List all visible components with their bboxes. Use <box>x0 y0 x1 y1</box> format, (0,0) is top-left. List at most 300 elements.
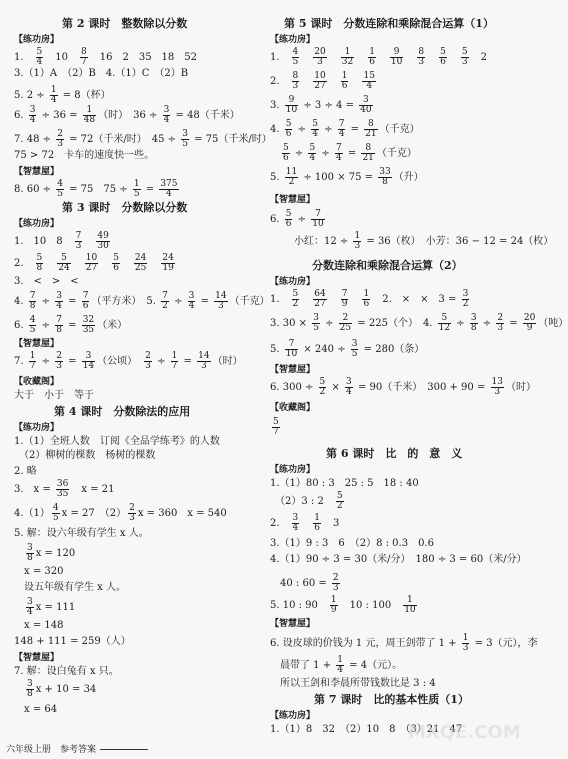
text-run: 2. <box>14 258 34 269</box>
text-run: = <box>64 296 80 307</box>
answer-line <box>270 314 568 333</box>
text-run: = 36（枚） 小芳：36 − 12 = 24（枚） <box>363 236 554 247</box>
text-run: 2. × × 3 = <box>372 294 460 305</box>
text-run: （千克） <box>229 296 270 307</box>
answer-line <box>14 598 75 617</box>
text-run: = 3（元），李 <box>471 638 538 649</box>
answer-line <box>14 636 131 648</box>
text-run: （公顷） <box>97 356 143 367</box>
text-run: ÷ 100 × 75 = <box>300 172 377 183</box>
text-run: ÷ <box>294 124 310 135</box>
denominator: 25 <box>339 323 352 333</box>
fraction <box>55 316 63 335</box>
denominator: 5 <box>313 323 319 333</box>
fraction <box>353 232 361 251</box>
denominator: 10 <box>285 349 298 359</box>
denominator: 27 <box>314 299 326 309</box>
text-run: 1. <box>270 52 290 63</box>
denominator: 4 <box>309 153 316 163</box>
text-run <box>301 76 311 87</box>
text-run: 4. <box>270 124 283 135</box>
fraction <box>319 378 327 397</box>
denominator: 3 <box>462 643 469 653</box>
lesson-title <box>54 406 190 418</box>
text-run: 6. 300 ÷ <box>270 382 317 393</box>
denominator: 4 <box>338 129 345 139</box>
denominator: 21 <box>362 153 374 163</box>
denominator: 6 <box>82 301 89 311</box>
text-run: = 48（千米） <box>172 110 240 121</box>
denominator: 2 <box>162 301 168 311</box>
denominator: 3 <box>145 361 151 371</box>
denominator: 3 <box>418 57 425 67</box>
numerator: 8 <box>81 47 87 57</box>
fraction <box>403 596 416 615</box>
numerator: 5 <box>36 47 43 57</box>
fraction <box>197 352 210 371</box>
numerator: 2 <box>339 314 352 324</box>
numerator: 24 <box>162 253 174 263</box>
text-run: 2 <box>470 52 487 63</box>
fraction <box>159 180 178 199</box>
answer-line <box>14 582 126 594</box>
text-run <box>329 52 339 63</box>
denominator: 5 <box>292 57 299 67</box>
fraction <box>341 72 349 91</box>
denominator: 19 <box>162 263 174 273</box>
denominator: 8 <box>29 301 36 311</box>
fraction <box>439 48 447 67</box>
text-run: = <box>180 356 196 367</box>
text-run <box>350 294 360 305</box>
text-run: x = 21 <box>71 484 115 495</box>
numerator: 5 <box>312 119 318 129</box>
text-run: 148 + 111 = 259（人） <box>14 636 131 647</box>
denominator: 27 <box>85 263 98 273</box>
denominator: 21 <box>365 129 377 139</box>
numerator: 32 <box>82 315 95 325</box>
text-run <box>449 52 459 63</box>
denominator: 4 <box>292 523 299 533</box>
section-label <box>14 218 59 230</box>
text-run <box>45 258 55 269</box>
text-run: = 280（条） <box>360 344 425 355</box>
fraction <box>26 680 34 699</box>
denominator: 7 <box>29 361 36 371</box>
answer-line <box>270 120 420 139</box>
text-run: 75 > 72 卡车的速度快一些。 <box>14 150 155 161</box>
answer-line <box>270 418 282 437</box>
answer-line <box>14 666 119 678</box>
numerator: 1 <box>354 231 361 241</box>
fraction <box>163 106 171 125</box>
answer-line <box>14 480 114 499</box>
fraction <box>438 314 451 333</box>
answer-line <box>14 86 111 105</box>
text-run: ÷ <box>320 124 336 135</box>
denominator: 32 <box>341 57 354 67</box>
fraction <box>134 254 147 273</box>
denominator: 3 <box>75 241 82 251</box>
fraction <box>308 144 316 163</box>
text-run: ÷ <box>38 356 54 367</box>
denominator: 14 <box>82 361 95 371</box>
text-run <box>329 76 339 87</box>
text-run: = 8（杯） <box>59 90 111 101</box>
text-run: （2）柳树的棵数 杨树的棵数 <box>14 450 156 461</box>
answer-line <box>14 450 155 462</box>
numerator: 3 <box>56 291 62 301</box>
text-run: ÷ <box>321 318 337 329</box>
fraction <box>285 168 298 187</box>
section-label <box>270 402 315 414</box>
denominator: 8 <box>27 689 33 699</box>
numerator: 5 <box>57 254 70 264</box>
text-run: 1. <box>14 52 34 63</box>
denominator: 3 <box>129 513 135 523</box>
text-run: 1. <box>270 294 290 305</box>
fraction <box>368 48 376 67</box>
answer-line <box>14 466 37 478</box>
denominator: 4 <box>163 115 170 125</box>
text-run: × <box>328 382 344 393</box>
text-run: 2. <box>270 76 290 87</box>
denominator: 6 <box>369 57 375 67</box>
numerator: 7 <box>335 143 342 153</box>
answer-line <box>14 436 220 448</box>
fraction <box>56 130 64 149</box>
text-run: 4.（1） <box>14 508 50 519</box>
fraction <box>361 144 374 163</box>
text-run: 1.（1）8 32 （2）10 8 （3）21 47 <box>270 724 463 735</box>
text-run: 第 6 课时 比 的 意 义 <box>326 447 463 460</box>
answer-line <box>270 210 327 229</box>
text-run: x = 120 <box>35 548 76 559</box>
fraction <box>82 292 90 311</box>
text-run: 【智慧屋】 <box>14 339 60 349</box>
denominator: 4 <box>366 81 373 91</box>
answer-line <box>270 538 434 550</box>
denominator: 30 <box>97 241 109 251</box>
text-run <box>405 52 415 63</box>
lesson-title <box>62 202 187 214</box>
text-run: 6. <box>14 320 27 331</box>
denominator: 6 <box>285 129 292 139</box>
text-run: 1.（1）80 : 3 25 : 5 18 : 40 <box>270 478 419 489</box>
numerator: 7 <box>338 119 345 129</box>
text-run: 5. 2 ÷ <box>14 90 48 101</box>
fraction <box>82 352 95 371</box>
section-label <box>14 652 59 664</box>
numerator: 1 <box>337 655 344 665</box>
section-label <box>270 710 315 722</box>
watermark-logo: MXQE.COM <box>408 722 521 743</box>
numerator: 5 <box>438 314 451 324</box>
answer-line <box>270 72 378 91</box>
section-label <box>14 422 59 434</box>
text-run: ÷ <box>453 318 468 329</box>
answer-line <box>270 168 424 187</box>
numerator: 7 <box>341 289 348 299</box>
fraction <box>272 418 280 437</box>
numerator: 36 <box>56 479 69 489</box>
answer-line <box>294 232 553 251</box>
numerator: 4 <box>292 47 299 57</box>
fraction <box>345 378 353 397</box>
denominator: 8 <box>382 177 388 187</box>
fraction <box>285 96 298 115</box>
text-run: 【智慧屋】 <box>14 653 60 663</box>
numerator: 24 <box>134 253 147 263</box>
answer-line <box>270 574 342 593</box>
numerator: 1 <box>369 47 375 57</box>
text-run: （时） 36 ÷ <box>98 110 161 121</box>
numerator: 1 <box>363 289 370 299</box>
denominator: 5 <box>52 513 59 523</box>
lesson-title <box>326 448 462 460</box>
answer-line <box>270 634 538 653</box>
answer-line <box>14 232 112 251</box>
denominator: 9 <box>330 605 337 615</box>
text-run: ÷ <box>170 296 186 307</box>
text-run: = 4（元）。 <box>346 660 403 671</box>
answer-line <box>270 290 471 309</box>
denominator: 3 <box>332 583 339 593</box>
numerator: 2 <box>56 351 62 361</box>
numerator: 2 <box>332 573 339 583</box>
fraction <box>292 72 300 91</box>
fraction <box>378 168 391 187</box>
fraction <box>188 292 196 311</box>
text-run: 6. 设皮球的价钱为 1 元，周王剑带了 1 + <box>270 638 460 649</box>
text-run: = 75 75 ÷ <box>65 184 131 195</box>
text-run: 7. 解：设白兔有 x 只。 <box>14 666 119 677</box>
text-run: ÷ <box>294 214 310 225</box>
text-run: = <box>142 184 158 195</box>
numerator: 1 <box>341 48 354 58</box>
numerator: 15 <box>363 71 375 81</box>
fraction <box>338 120 346 139</box>
fraction <box>55 352 63 371</box>
fraction <box>26 598 34 617</box>
answer-line <box>270 144 417 163</box>
numerator: 1 <box>133 179 140 189</box>
numerator: 7 <box>82 291 89 301</box>
denominator: 10 <box>285 105 298 115</box>
numerator: 3 <box>351 339 358 349</box>
numerator: 3 <box>188 291 195 301</box>
numerator: 3 <box>462 289 469 299</box>
text-run: 3 <box>323 518 340 529</box>
text-run: 4.（1）90 ÷ 3 = 30（米/分） 180 ÷ 3 = 60（米/分） <box>270 554 527 565</box>
denominator: 5 <box>57 189 63 199</box>
fraction <box>491 378 504 397</box>
fraction <box>341 48 354 67</box>
numerator: 3 <box>359 96 372 106</box>
answer-line <box>14 254 177 273</box>
text-run <box>149 258 159 269</box>
fraction <box>52 504 60 523</box>
numerator: 1 <box>403 596 416 606</box>
numerator: 5 <box>113 253 119 263</box>
numerator: 1 <box>462 633 469 643</box>
denominator: 3 <box>292 81 299 91</box>
text-run: 4. <box>14 296 27 307</box>
numerator: 3 <box>29 105 36 115</box>
text-run: 5. <box>270 344 283 355</box>
fraction <box>133 180 141 199</box>
denominator: 4 <box>166 189 172 199</box>
answer-line <box>270 340 424 359</box>
text-run: 【智慧屋】 <box>270 619 316 629</box>
denominator: 25 <box>134 263 147 273</box>
text-run <box>301 52 311 63</box>
text-run: = <box>347 124 363 135</box>
text-run: 【练功房】 <box>14 219 60 229</box>
answer-line <box>14 704 57 716</box>
denominator: 4 <box>27 607 33 617</box>
fraction <box>29 352 37 371</box>
text-run: 7. <box>14 356 27 367</box>
numerator: 11 <box>285 167 298 177</box>
fraction <box>312 314 320 333</box>
answer-line <box>14 48 197 67</box>
text-run <box>14 684 24 695</box>
text-run <box>270 148 280 159</box>
denominator: 7 <box>81 57 87 67</box>
numerator: 2 <box>145 351 151 361</box>
answer-line <box>270 554 527 566</box>
denominator: 10 <box>404 605 416 615</box>
answer-line <box>14 566 63 578</box>
numerator: 1 <box>171 351 178 361</box>
answer-line <box>270 596 419 615</box>
text-run: 3. < > < <box>14 276 79 287</box>
text-run: 【智慧屋】 <box>14 167 60 177</box>
text-run: （米） <box>97 320 128 331</box>
text-run: （时） <box>505 382 536 393</box>
text-run: x = 320 <box>14 566 64 577</box>
numerator: 5 <box>273 417 279 427</box>
numerator: 3 <box>346 377 352 387</box>
text-run: ÷ <box>153 356 169 367</box>
denominator: 2 <box>288 177 295 187</box>
denominator: 8 <box>36 263 43 273</box>
text-run: x = 27 （2） <box>61 508 127 519</box>
denominator: 5 <box>351 349 358 359</box>
text-run: 10 <box>45 52 79 63</box>
numerator: 1 <box>29 351 36 361</box>
denominator: 9 <box>526 323 533 333</box>
numerator: 9 <box>390 48 403 58</box>
text-run: 3. x = <box>14 484 54 495</box>
fraction <box>313 72 326 91</box>
fraction <box>96 232 109 251</box>
text-run: 5. 10 : 90 <box>270 600 328 611</box>
numerator: 2 <box>129 503 135 513</box>
text-run: 10 : 100 <box>339 600 402 611</box>
text-run: 晨带了 1 + <box>270 660 335 671</box>
fraction <box>161 254 174 273</box>
text-run <box>329 294 339 305</box>
answer-line <box>14 130 272 149</box>
text-run: ÷ 36 = <box>38 110 81 121</box>
text-run: 1.（1）全班人数 订阅《全品学练考》的人数 <box>14 436 220 447</box>
text-run <box>350 76 360 87</box>
denominator: 6 <box>314 523 321 533</box>
denominator: 7 <box>171 361 178 371</box>
fraction <box>364 120 377 139</box>
numerator: 4 <box>52 503 59 513</box>
text-run: 第 2 课时 整数除以分数 <box>62 17 188 30</box>
text-run: x = 148 <box>14 620 64 631</box>
text-run <box>378 52 388 63</box>
fraction <box>292 48 300 67</box>
text-run: （升） <box>393 172 424 183</box>
fraction <box>80 48 88 67</box>
answer-line <box>270 492 346 511</box>
section-label <box>14 376 59 388</box>
answer-line <box>14 106 240 125</box>
text-run: = 225（个） 4. <box>354 318 436 329</box>
text-run: 2. <box>270 518 290 529</box>
text-run: 40 : 60 = <box>270 578 330 589</box>
text-run: 3.（1）A （2）B 4.（1）C （2）B <box>14 68 189 79</box>
page-footer <box>6 742 148 755</box>
denominator: 8 <box>56 325 62 335</box>
text-run: 分数连除和乘除混合运算（2） <box>312 259 463 272</box>
denominator: 6 <box>341 81 348 91</box>
denominator: 10 <box>390 57 403 67</box>
fraction <box>55 292 63 311</box>
answer-line <box>14 150 154 162</box>
fraction <box>351 340 359 359</box>
text-run: ÷ <box>479 318 495 329</box>
text-run: 所以王剑和李晨所带钱数比是 3 : 4 <box>270 678 436 689</box>
denominator: 12 <box>438 323 451 333</box>
fraction <box>362 72 375 91</box>
denominator: 7 <box>273 427 279 437</box>
text-run: 设五年级有学生 x 人。 <box>14 582 126 593</box>
fraction <box>161 292 169 311</box>
fraction <box>29 316 37 335</box>
answer-line <box>14 620 63 632</box>
denominator: 6 <box>113 263 119 273</box>
fraction <box>285 340 298 359</box>
answer-line <box>14 390 94 402</box>
denominator: 4 <box>36 57 43 67</box>
numerator: 8 <box>418 47 425 57</box>
footer-rule <box>100 749 148 750</box>
numerator: 3 <box>292 513 299 523</box>
text-run <box>84 236 94 247</box>
fraction <box>285 120 293 139</box>
fraction <box>332 574 340 593</box>
fraction <box>29 292 37 311</box>
text-run: 【练功房】 <box>14 35 60 45</box>
text-run: x + 10 = 34 <box>35 684 97 695</box>
answer-line <box>270 96 375 115</box>
section-label <box>14 34 59 46</box>
text-run: 【练功房】 <box>270 35 316 45</box>
text-run: 5. 解：设六年级有学生 x 人。 <box>14 528 149 539</box>
denominator: 2 <box>319 387 326 397</box>
numerator: 13 <box>491 377 503 387</box>
fraction <box>362 290 370 309</box>
denominator: 6 <box>283 153 289 163</box>
denominator: 35 <box>82 325 95 335</box>
numerator: 1 <box>341 71 348 81</box>
